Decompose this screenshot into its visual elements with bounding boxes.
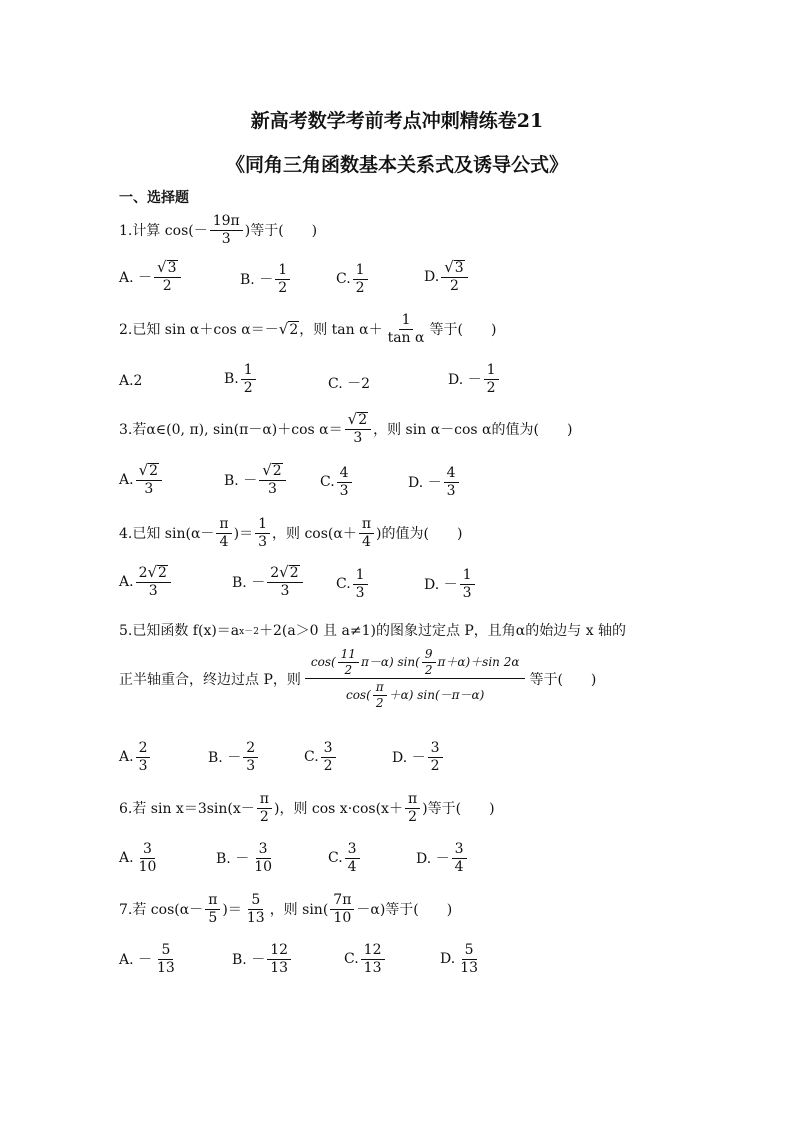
q1-option-a: A. － √ 3 2: [119, 260, 183, 293]
q2-option-b: B. $\frac{1}{2}$: [224, 363, 258, 395]
q6-option-b: B. － $\frac{3}{10}$: [216, 841, 273, 875]
q1-option-c: C. $\frac{1}{2}$: [336, 263, 370, 295]
question-5-line-2: 正半轴重合，终边过点 P，则 cos( $\frac{11}{2}$ π－α) sin( $\frac{9}{2}$ π＋α)＋sin 2α cos( $\frac{\pi}{2}$ ＋α) sin(－π－α) 等于( ): [119, 647, 597, 710]
question-2: 2.已知 sin α＋cos α＝－ √ 2 ，则 tan α＋ $\frac{1}{\text{tan α}}$ 等于( ): [119, 312, 497, 346]
question-1: 1.计算 cos(－ $\frac{19\pi}{3}$ )等于( ): [119, 213, 318, 247]
q3-option-d: D. － $\frac{4}{3}$: [408, 466, 461, 498]
q6-option-a: A. $\frac{3}{10}$: [119, 841, 157, 875]
q3-option-b: B. － √ 2 3: [224, 463, 288, 496]
q3-option-c: C. $\frac{4}{3}$: [320, 466, 354, 498]
q4-option-a: A. 2 √ 2 3: [119, 565, 173, 598]
question-6: 6.若 sin x＝3sin(x－ $\frac{\pi}{2}$ )，则 cos x·cos(x＋ $\frac{\pi}{2}$ )等于( ): [119, 791, 495, 825]
q4-option-b: B. － 2 √ 2 3: [232, 565, 305, 598]
q2-option-a: A.2: [119, 373, 143, 389]
fraction: $\frac{19\pi}{3}$: [210, 214, 243, 246]
page-title: 新高考数学考前考点冲刺精练卷21: [250, 110, 544, 132]
q7-option-d: D. $\frac{5}{13}$: [440, 942, 479, 976]
q1-option-d: D. √ 3 2: [424, 260, 470, 293]
q7-option-a: A. － $\frac{5}{13}$: [119, 942, 175, 976]
page-subtitle: 《同角三角函数基本关系式及诱导公式》: [225, 154, 568, 176]
q6-option-d: D. － $\frac{3}{4}$: [416, 842, 469, 874]
q4-option-d: D. － $\frac{1}{3}$: [424, 568, 477, 600]
question-7: 7.若 cos(α－ $\frac{\pi}{5}$ )＝ $\frac{5}{13}$ ，则 sin( $\frac{7\pi}{10}$ －α)等于( ): [119, 892, 453, 926]
q5-option-d: D. － $\frac{3}{2}$: [392, 741, 445, 773]
q6-option-c: C. $\frac{3}{4}$: [328, 842, 362, 874]
q7-option-b: B. － $\frac{12}{13}$: [232, 943, 293, 975]
q3-option-a: A. √ 2 3: [119, 463, 164, 496]
q7-option-c: C. $\frac{12}{13}$: [344, 943, 387, 975]
q5-option-c: C. $\frac{3}{2}$: [304, 741, 338, 773]
question-5-line-1: 5.已知函数 f(x)＝a x－2 ＋2(a＞0 且 a≠1)的图象过定点 P，且角α的始边与 x 轴的: [119, 623, 627, 639]
q1-option-b: B. － $\frac{1}{2}$: [240, 263, 292, 295]
q2-option-d: D. － $\frac{1}{2}$: [448, 363, 501, 395]
section-heading: 一、选择题: [119, 190, 189, 206]
q4-option-c: C. $\frac{1}{3}$: [336, 568, 370, 600]
q5-option-b: B. － $\frac{2}{3}$: [208, 741, 260, 773]
q5-option-a: A. $\frac{2}{3}$: [119, 741, 152, 773]
question-3: 3.若α∈(0, π), sin(π－α)＋cos α＝ √ 2 3 ，则 sin α－cos α的值为( ): [119, 410, 573, 446]
big-fraction: cos( $\frac{11}{2}$ π－α) sin( $\frac{9}{2}$ π＋α)＋sin 2α cos( $\frac{\pi}{2}$ ＋α) sin(－π－α): [305, 648, 526, 709]
question-4: 4.已知 sin(α－ $\frac{\pi}{4}$ )＝ $\frac{1}{3}$ ，则 cos(α＋ $\frac{\pi}{4}$ )的值为( ): [119, 516, 463, 550]
q2-option-c: C. －2: [328, 376, 371, 392]
